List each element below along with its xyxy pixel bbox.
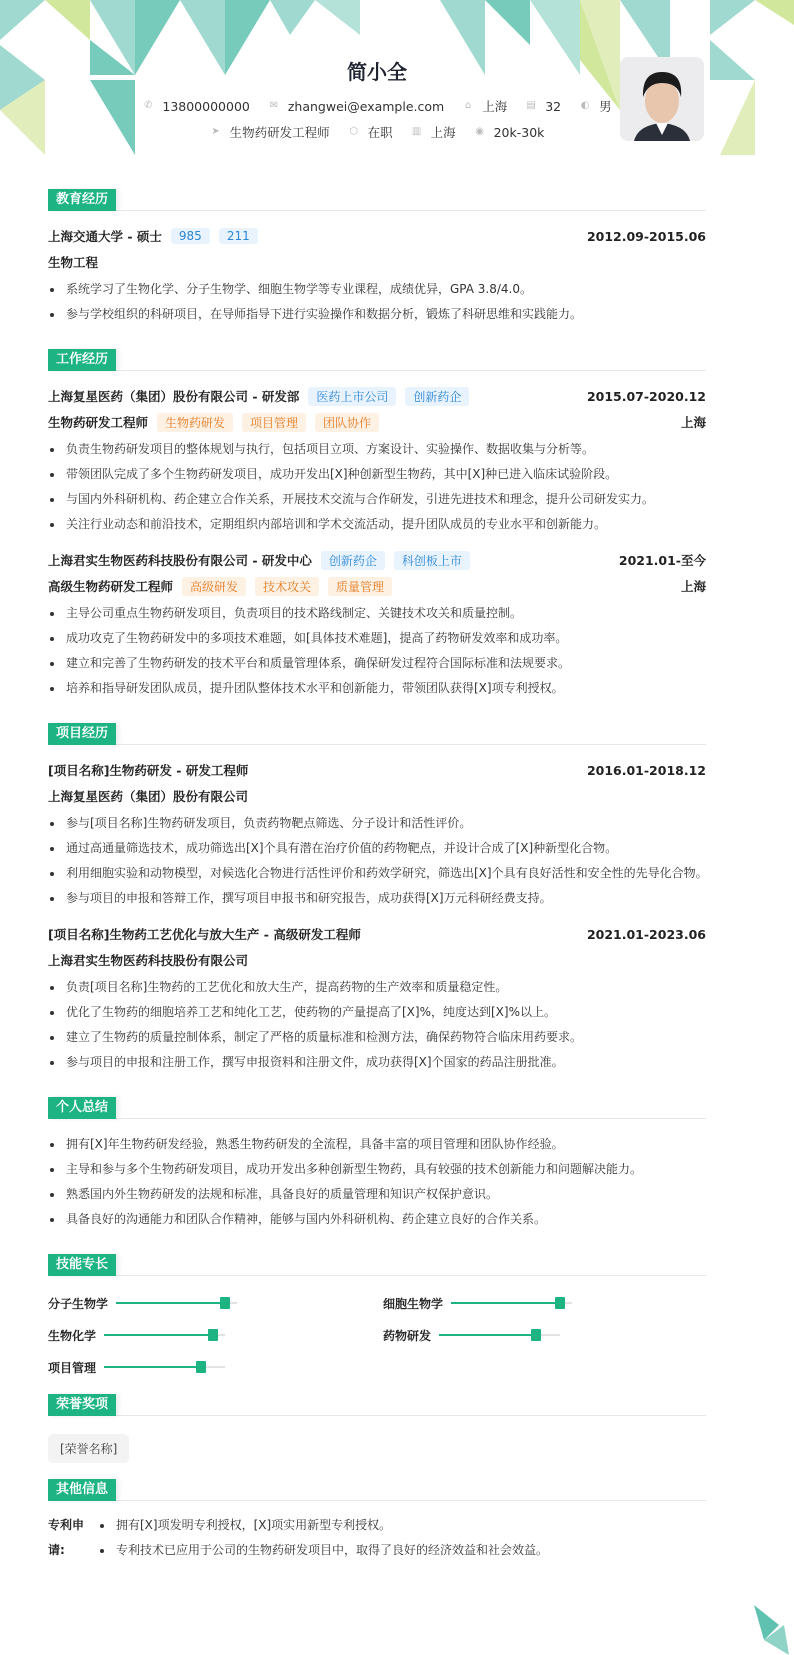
section-title: 其他信息 [48, 1479, 116, 1501]
skill-level-bar [104, 1334, 225, 1336]
date: 2021.01-至今 [618, 553, 706, 568]
section-title: 教育经历 [48, 189, 116, 211]
list-item: 参与学校组织的科研项目，在导师指导下进行实验操作和数据分析，锻炼了科研思维和实践能力。 [48, 302, 706, 327]
date: 2016.01-2018.12 [586, 762, 706, 778]
skill-name: 生物化学 [48, 1328, 97, 1343]
skill-item [48, 1290, 383, 1316]
age-icon: ▤ [526, 100, 536, 111]
resume-header [48, 0, 706, 167]
list-item: 参与项目的申报和注册工作，撰写申报资料和注册文件，成功获得[X]个国家的药品注册批准。 [48, 1050, 706, 1075]
list-item: 关注行业动态和前沿技术，定期组织内部培训和学术交流活动，提升团队成员的专业水平和创新能力。 [48, 512, 706, 537]
date: 2012.09-2015.06 [586, 228, 706, 244]
role: 高级生物药研发工程师 [48, 579, 174, 594]
company-group [48, 551, 470, 570]
avatar [620, 57, 704, 141]
job-city: 上海 [680, 415, 706, 430]
skill-name: 分子生物学 [48, 1296, 109, 1311]
date: 2021.01-2023.06 [586, 926, 706, 942]
list-item: 具备良好的沟通能力和团队合作精神，能够与国内外科研机构、药企建立良好的合作关系。 [48, 1207, 706, 1232]
list-item: 建立和完善了生物药研发的技术平台和质量管理体系，确保研发过程符合国际标准和法规要求。 [48, 651, 706, 676]
list-item: 主导公司重点生物药研发项目，负责项目的技术路线制定、关键技术攻关和质量控制。 [48, 601, 706, 626]
company: 上海君实生物医药科技股份有限公司 - 研发中心 [48, 553, 312, 568]
list-item: 带领团队完成了多个生物药研发项目，成功开发出[X]种创新型生物药，其中[X]种已进入临床试验阶段。 [48, 462, 706, 487]
other-section [48, 1479, 706, 1563]
skill-tag: 生物药研发 [157, 413, 233, 432]
role-row [48, 573, 706, 599]
skill-item [48, 1322, 383, 1348]
skill-item [383, 1290, 683, 1316]
list-item: 成功攻克了生物药研发中的多项技术难题，如[具体技术难题]，提高了药物研发效率和成功率。 [48, 626, 706, 651]
skill-level-handle [196, 1361, 206, 1373]
email: zhangwei@example.com [287, 98, 445, 114]
bullet-list [48, 601, 706, 701]
job-entry [48, 383, 706, 537]
salary: 20k-30k [493, 124, 545, 140]
building-icon: ▥ [411, 126, 422, 137]
job-city: 上海 [680, 579, 706, 594]
list-item: 与国内外科研机构、药企建立合作关系，开展技术交流与合作研发，引进先进技术和理念，提升公司研发实力。 [48, 487, 706, 512]
list-item: 拥有[X]项发明专利授权，[X]项实用新型专利授权。 [98, 1513, 548, 1538]
phone-icon: ✆ [144, 100, 153, 111]
skill-tag: 团队协作 [315, 413, 379, 432]
candidate-name: 简小全 [347, 60, 407, 84]
honors-section [48, 1394, 706, 1463]
project-name: [项目名称]生物药工艺优化与放大生产 - 高级研发工程师 [48, 927, 361, 942]
skill-tag: 质量管理 [328, 577, 392, 596]
section-title: 工作经历 [48, 349, 116, 371]
list-item: 熟悉国内外生物药研发的法规和标准，具备良好的质量管理和知识产权保护意识。 [48, 1182, 706, 1207]
project-header-row [48, 921, 706, 947]
company: 上海复星医药（集团）股份有限公司 - 研发部 [48, 389, 300, 404]
company-group [48, 387, 469, 406]
contact-row [48, 96, 706, 115]
bullet-list [48, 975, 706, 1075]
skill-level-handle [531, 1329, 541, 1341]
date: 2015.07-2020.12 [586, 388, 706, 404]
skills-section [48, 1254, 706, 1380]
company-tag: 创新药企 [405, 387, 469, 406]
skill-level-fill [439, 1334, 536, 1336]
job-header-row [48, 547, 706, 573]
bullet-list [48, 811, 706, 911]
job-header-row [48, 383, 706, 409]
role-group [48, 413, 379, 432]
org-row [48, 947, 706, 973]
status-icon: ⬡ [349, 126, 358, 137]
tag: 211 [219, 228, 258, 244]
skill-tag: 技术攻关 [255, 577, 319, 596]
age: 32 [545, 98, 562, 114]
list-item: 负责生物药研发项目的整体规划与执行，包括项目立项、方案设计、实验操作、数据收集与分析等。 [48, 437, 706, 462]
skill-name: 项目管理 [48, 1360, 97, 1375]
skill-item [383, 1322, 683, 1348]
major: 生物工程 [48, 255, 99, 270]
job-intent-row [48, 122, 706, 141]
city: 上海 [482, 99, 508, 114]
summary-section [48, 1097, 706, 1232]
list-item: 参与项目的申报和答辩工作，撰写项目申报书和研究报告，成功获得[X]万元科研经费支持。 [48, 886, 706, 911]
skill-level-fill [104, 1334, 213, 1336]
list-item: 优化了生物药的细胞培养工艺和纯化工艺，使药物的产量提高了[X]%，纯度达到[X]%以上。 [48, 1000, 706, 1025]
work-city: 上海 [430, 125, 456, 140]
education-section [48, 189, 706, 327]
salary-icon: ◉ [475, 126, 484, 137]
patent-label: 专利申请: [48, 1518, 85, 1557]
list-item: 利用细胞实验和动物模型，对候选化合物进行活性评价和药效学研究，筛选出[X]个具有良好活性和安全性的先导化合物。 [48, 861, 706, 886]
skill-level-bar [451, 1302, 572, 1304]
project-entry [48, 921, 706, 1075]
status: 在职 [367, 125, 393, 140]
skill-level-bar [116, 1302, 237, 1304]
role: 生物药研发工程师 [48, 415, 149, 430]
section-title: 技能专长 [48, 1254, 116, 1276]
skill-level-handle [208, 1329, 218, 1341]
organization: 上海复星医药（集团）股份有限公司 [48, 789, 249, 804]
work-section [48, 349, 706, 701]
skill-level-fill [104, 1366, 201, 1368]
list-item: 专利技术已应用于公司的生物药研发项目中，取得了良好的经济效益和社会效益。 [98, 1538, 548, 1563]
honor-chip: [荣誉名称] [48, 1434, 129, 1463]
project-header-row [48, 757, 706, 783]
send-icon: ➤ [211, 126, 220, 137]
corner-decoration-triangles [734, 1585, 794, 1655]
gender: 男 [599, 99, 612, 114]
section-title: 项目经历 [48, 723, 116, 745]
phone: 13800000000 [162, 98, 250, 114]
list-item: 负责[项目名称]生物药的工艺优化和放大生产，提高药物的生产效率和质量稳定性。 [48, 975, 706, 1000]
school: 上海交通大学 - 硕士 [48, 229, 162, 244]
list-item: 参与[项目名称]生物药研发项目，负责药物靶点筛选、分子设计和活性评价。 [48, 811, 706, 836]
section-title: 荣誉奖项 [48, 1394, 116, 1416]
skill-tag: 高级研发 [182, 577, 246, 596]
tag: 985 [171, 228, 210, 244]
project-name: [项目名称]生物药研发 - 研发工程师 [48, 763, 249, 778]
company-tag: 科创板上市 [394, 551, 470, 570]
skill-name: 细胞生物学 [383, 1296, 444, 1311]
skill-level-fill [116, 1302, 225, 1304]
skill-level-handle [555, 1297, 565, 1309]
project-entry [48, 757, 706, 911]
position: 生物药研发工程师 [229, 125, 330, 140]
list-item: 主导和参与多个生物药研发项目，成功开发出多种创新型生物药，具有较强的技术创新能力和问题解决能力。 [48, 1157, 706, 1182]
list-item: 通过高通量筛选技术，成功筛选出[X]个具有潜在治疗价值的药物靶点，并设计合成了[X]种新型化合物。 [48, 836, 706, 861]
company-tag: 创新药企 [321, 551, 385, 570]
list-item: 拥有[X]年生物药研发经验，熟悉生物药研发的全流程，具备丰富的项目管理和团队协作经验。 [48, 1132, 706, 1157]
bullet-list [48, 437, 706, 537]
role-group [48, 577, 392, 596]
list-item: 培养和指导研发团队成员，提升团队整体技术水平和创新能力，带领团队获得[X]项专利授权。 [48, 676, 706, 701]
email-icon: ✉ [269, 100, 279, 111]
company-tag: 医药上市公司 [308, 387, 396, 406]
gender-icon: ◐ [580, 100, 590, 111]
organization: 上海君实生物医药科技股份有限公司 [48, 953, 249, 968]
skill-level-bar [104, 1366, 225, 1368]
section-title: 个人总结 [48, 1097, 116, 1119]
org-row [48, 783, 706, 809]
list-item: 建立了生物药的质量控制体系，制定了严格的质量标准和检测方法，确保药物符合临床用药要求。 [48, 1025, 706, 1050]
role-row [48, 409, 706, 435]
job-entry [48, 547, 706, 701]
skill-tag: 项目管理 [242, 413, 306, 432]
home-icon: ⌂ [465, 100, 472, 111]
skill-level-bar [439, 1334, 560, 1336]
skill-level-handle [220, 1297, 230, 1309]
skill-level-fill [451, 1302, 560, 1304]
skill-name: 药物研发 [383, 1328, 432, 1343]
skill-item [48, 1354, 383, 1380]
list-item: 系统学习了生物化学、分子生物学、细胞生物学等专业课程，成绩优异，GPA 3.8/4.0。 [48, 277, 706, 302]
project-section [48, 723, 706, 1075]
